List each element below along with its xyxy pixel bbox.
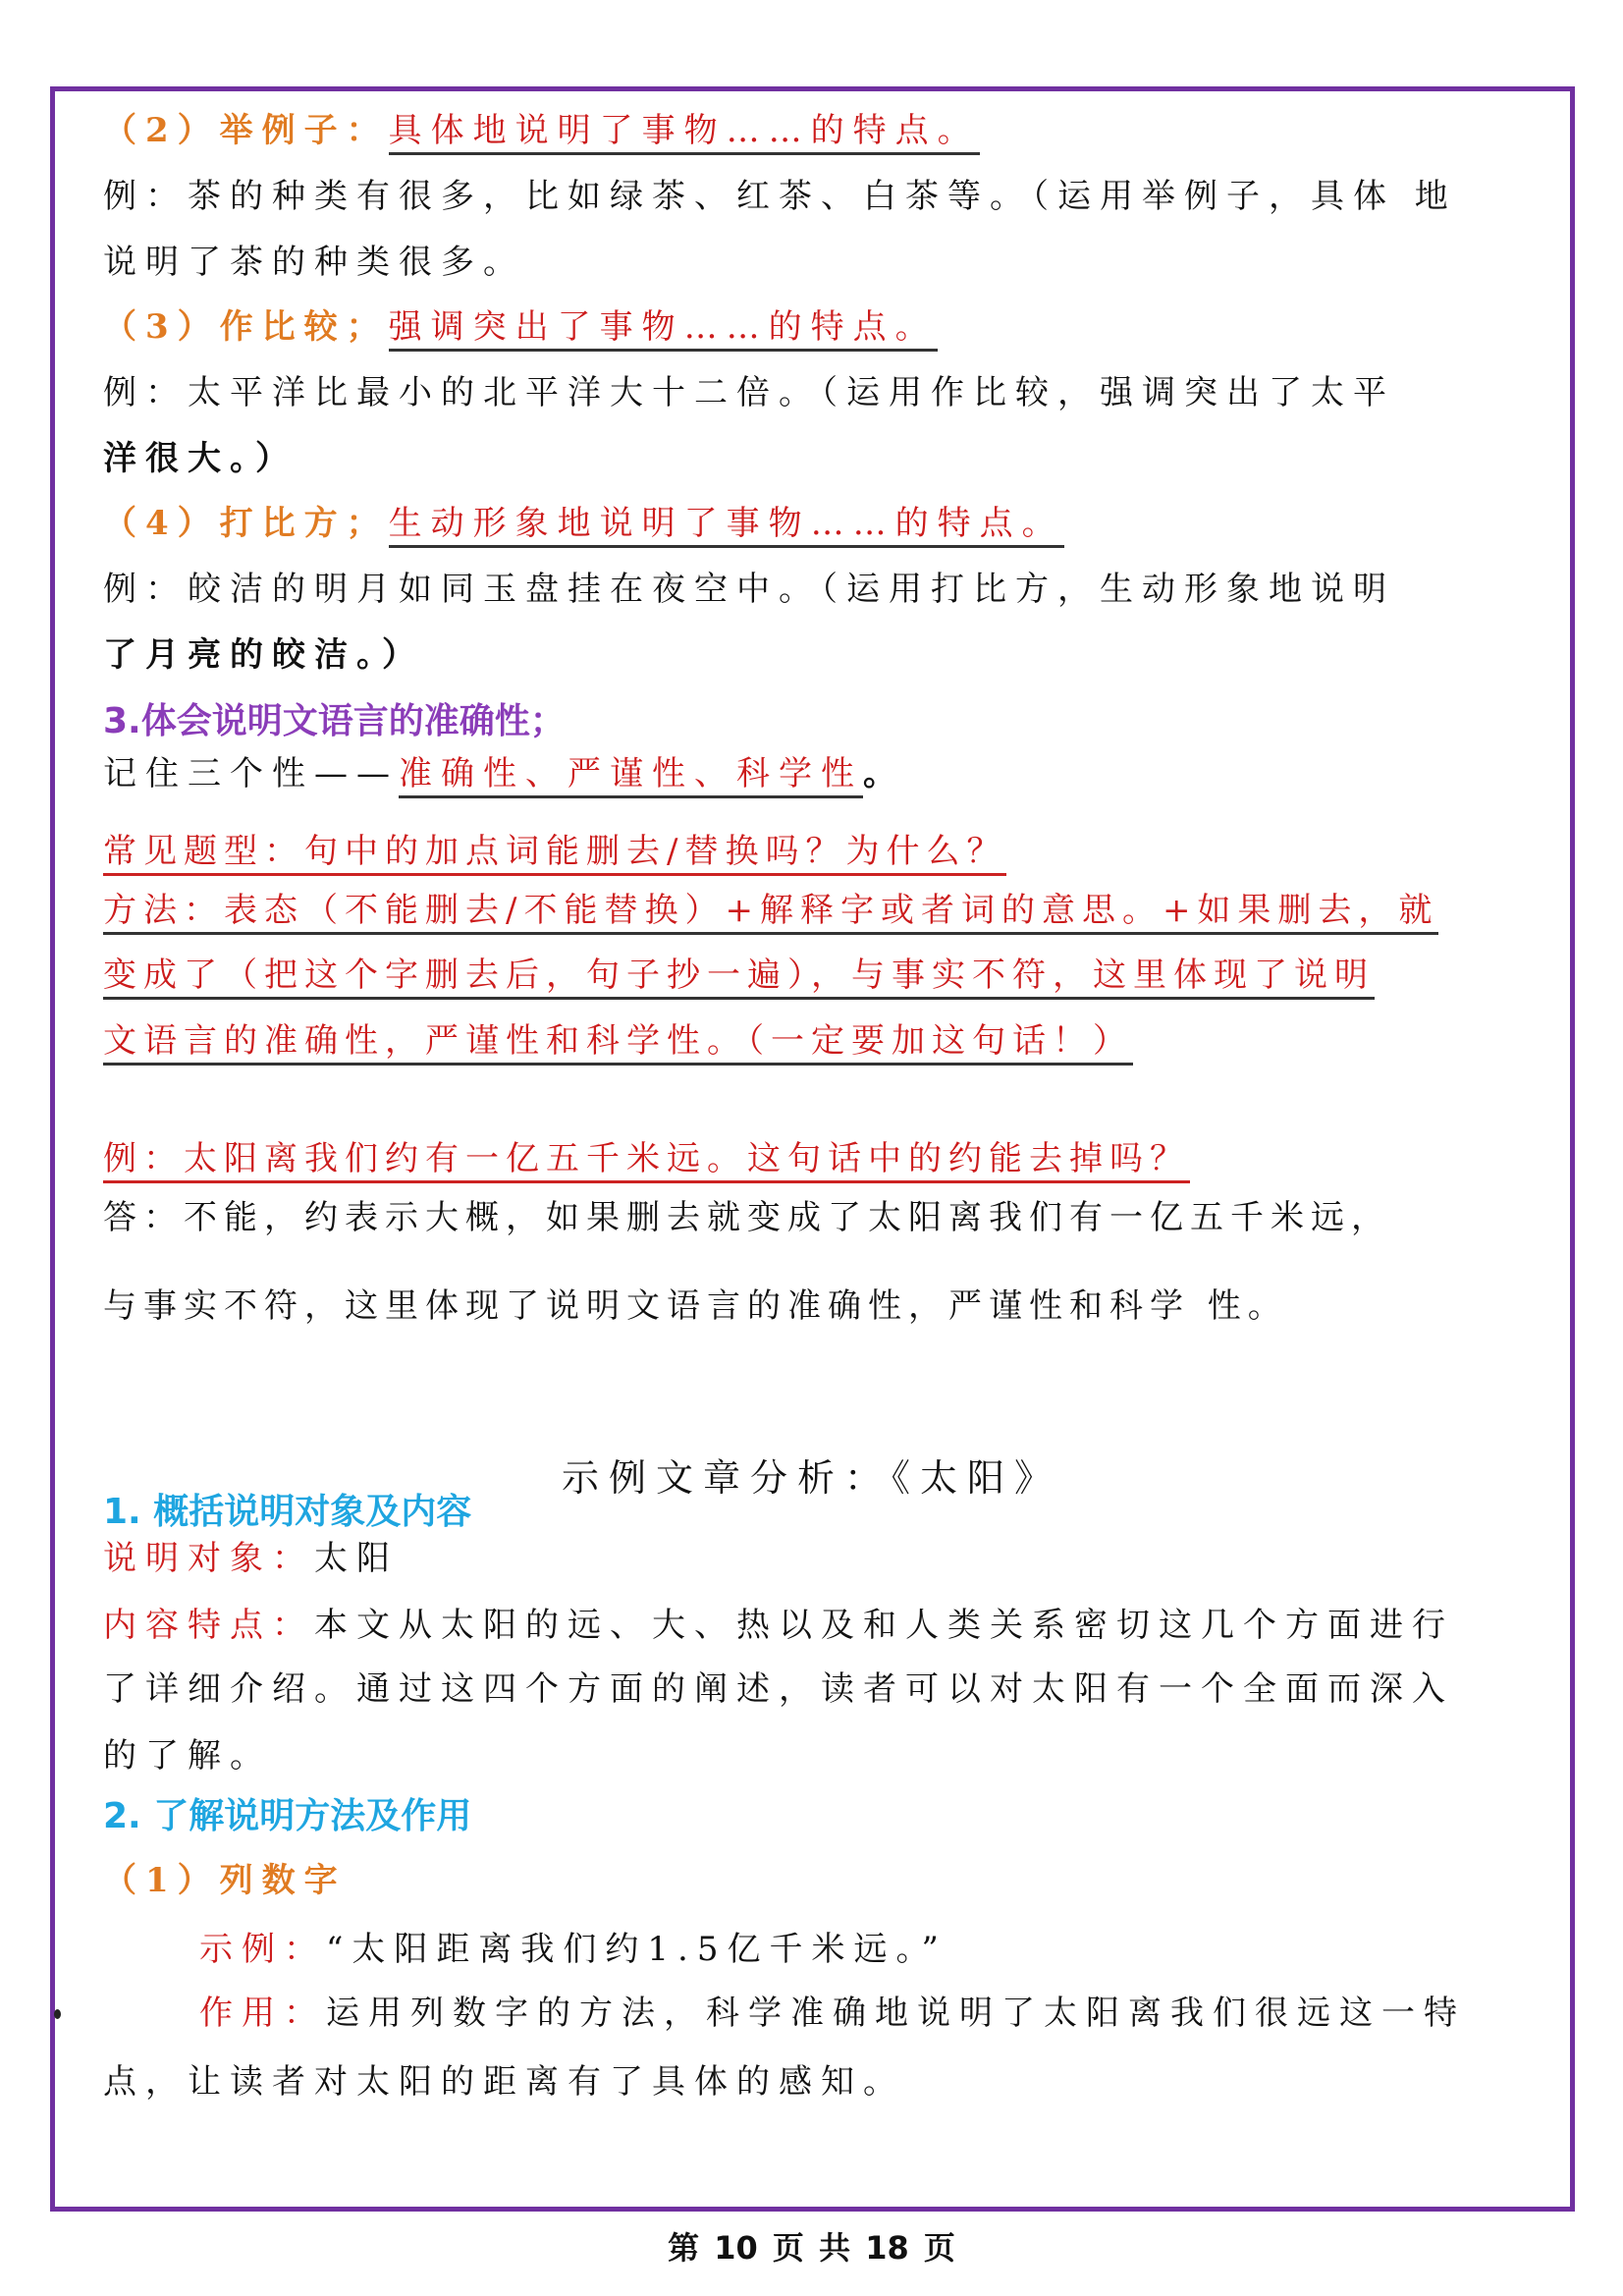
object-label: 说明对象：	[103, 1539, 314, 1578]
analysis-title: 示例文章分析：《太阳》	[561, 1456, 1061, 1500]
method-4-example-line1: 例：皎洁的明月如同玉盘挂在夜空中。（运用打比方，生动形象地说明	[103, 570, 1395, 609]
content-label: 内容特点：	[103, 1606, 314, 1645]
effect-line1	[199, 1992, 1466, 2035]
remember-items: 准确性、严谨性、科学性	[399, 754, 863, 798]
question-type-text: 常见题型：句中的加点词能删去/替换吗？为什么？	[103, 832, 1006, 876]
example-label: 示例：	[199, 1930, 326, 1969]
object-value: 太阳	[314, 1539, 399, 1578]
effect-line2: 点，让读者对太阳的距离有了具体的感知。	[103, 2062, 905, 2102]
section-1-heading: 1. 概括说明对象及内容	[103, 1492, 472, 1532]
content-text-1: 本文从太阳的远、大、热以及和人类关系密切这几个方面进行	[314, 1606, 1454, 1645]
remember-line	[103, 752, 905, 795]
method-4-label: （4）打比方；	[103, 504, 389, 543]
effect-label: 作用：	[199, 1994, 326, 2033]
example-answer-line2: 与事实不符，这里体现了说明文语言的准确性，严谨性和科学 性。	[103, 1286, 1288, 1326]
method-4-heading	[103, 502, 1064, 545]
method-2-example-line2: 说明了茶的种类很多。	[103, 243, 525, 282]
method-2-label: （2）举例子：	[103, 111, 389, 150]
effect-text-1: 运用列数字的方法，科学准确地说明了太阳离我们很远这一特	[326, 1994, 1466, 2033]
method-2-example-line1: 例：茶的种类有很多，比如绿茶、红茶、白茶等。（运用举例子，具体 地	[103, 177, 1457, 216]
method-line-1-text: 方法：表态（不能删去/不能替换）+解释字或者词的意思。+如果删去，就	[103, 891, 1438, 935]
question-type-line	[103, 830, 1006, 873]
remember-prefix: 记住三个性——	[103, 754, 399, 793]
method-line-3	[103, 1019, 1133, 1063]
section-3-heading: 3.体会说明文语言的准确性；	[103, 701, 566, 741]
remember-suffix: 。	[863, 754, 905, 793]
example-question	[103, 1137, 1190, 1180]
object-line	[103, 1537, 399, 1580]
method-3-heading	[103, 305, 938, 349]
method-3-label: （3）作比较；	[103, 307, 389, 347]
example-question-text: 例：太阳离我们约有一亿五千米远。这句话中的约能去掉吗？	[103, 1139, 1190, 1183]
example-answer-line1: 答：不能，约表示大概，如果删去就变成了太阳离我们有一亿五千米远，	[103, 1198, 1391, 1237]
method-3-example-line2: 洋很大。）	[103, 439, 298, 478]
content-line3: 的了解。	[103, 1736, 272, 1776]
example-value: “太阳距离我们约1.5亿千米远。”	[326, 1930, 947, 1969]
method-1-label: （1）列数字	[103, 1861, 347, 1900]
method-4-effect: 生动形象地说明了事物……的特点。	[389, 504, 1064, 548]
method-line-2-text: 变成了（把这个字删去后，句子抄一遍），与事实不符，这里体现了说明	[103, 956, 1375, 1000]
content-line1	[103, 1604, 1454, 1647]
method-2-heading	[103, 109, 980, 152]
method-line-2	[103, 954, 1375, 997]
method-2-effect: 具体地说明了事物……的特点。	[389, 111, 980, 155]
method-3-example-line1: 例：太平洋比最小的北平洋大十二倍。（运用作比较，强调突出了太平	[103, 373, 1395, 412]
section-2-heading: 2. 了解说明方法及作用	[103, 1796, 472, 1836]
margin-dot	[54, 2009, 61, 2019]
example-line	[199, 1928, 947, 1971]
method-4-example-line2: 了月亮的皎洁。）	[103, 635, 424, 675]
content-line2: 了详细介绍。通过这四个方面的阐述，读者可以对太阳有一个全面而深入	[103, 1669, 1454, 1709]
method-line-3-text: 文语言的准确性，严谨性和科学性。（一定要加这句话！）	[103, 1021, 1133, 1066]
method-line-1	[103, 889, 1438, 932]
page-number: 第 10 页 共 18 页	[668, 2229, 955, 2267]
method-3-effect: 强调突出了事物……的特点。	[389, 307, 938, 352]
